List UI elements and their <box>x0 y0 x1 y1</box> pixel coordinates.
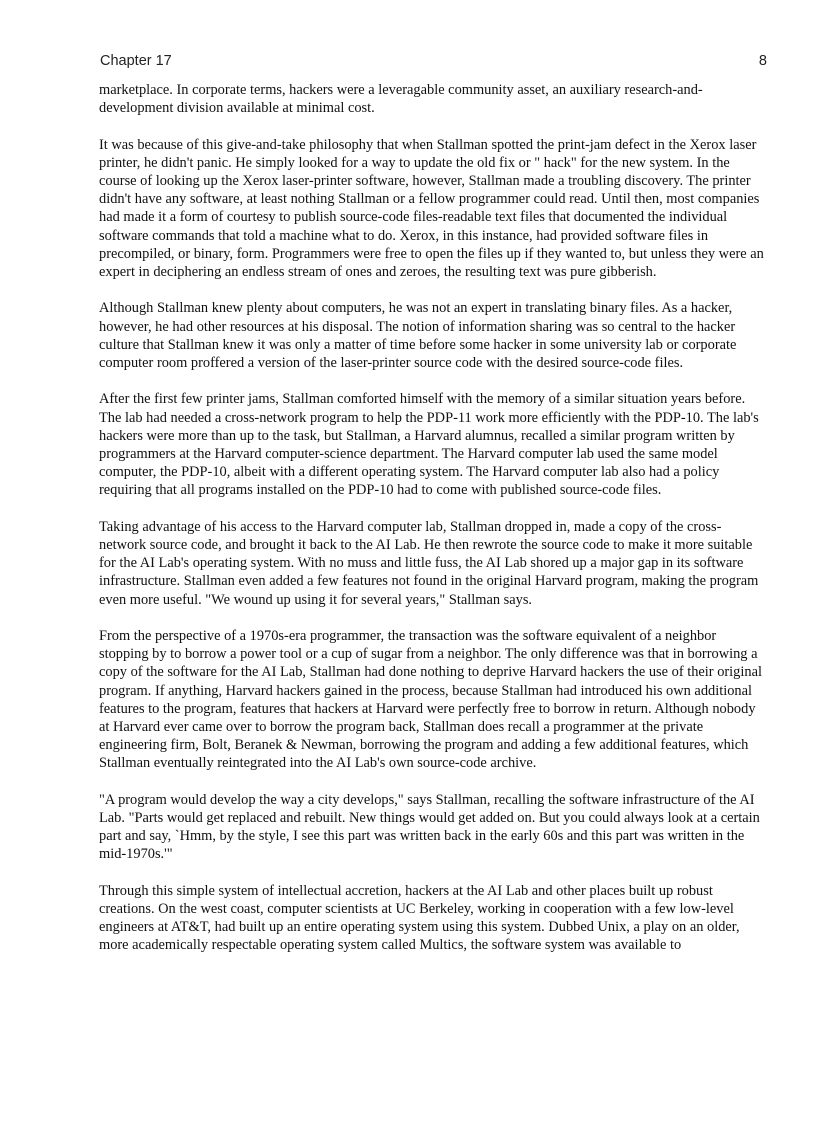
page-number: 8 <box>758 53 767 69</box>
paragraph: After the first few printer jams, Stallman comforted himself with the memory of a similar situation years before. The lab had needed a cross-network program to help the PDP-11 work more efficiently with the PDP-10. The lab's hackers were more than up to the task, but Stallman, a Harvard alumnus, recalled a similar program written by programmers at the Harvard computer-science department. The Harvard computer lab used the same model computer, the PDP-10, albeit with a different operating system. The Harvard computer lab also had a policy requiring that all programs installed on the PDP-10 had to come with published source-code files. <box>99 391 759 499</box>
paragraph: It was because of this give-and-take philosophy that when Stallman spotted the print-jam defect in the Xerox laser printer, he didn't panic. He simply looked for a way to update the old fix or " hack" for the new system. In the course of looking up the Xerox laser-printer software, however, Stallman made a troubling discovery. The printer didn't have any software, at least nothing Stallman or a fellow programmer could read. Until then, most companies had made it a form of courtesy to publish source-code files-readable text files that documented the individual software commands that told a machine what to do. Xerox, in this instance, had provided software files in precompiled, or binary, form. Programmers were free to open the files up if they wanted to, but unless they were an expert in deciphering an endless stream of ones and zeroes, the resulting text was pure gibberish. <box>99 136 764 281</box>
paragraph: Through this simple system of intellectual accretion, hackers at the AI Lab and other places built up robust creations. On the west coast, computer scientists at UC Berkeley, working in cooperation with a few low-level engineers at AT&T, had built up an entire operating system using this system. Dubbed Unix, a play on an older, more academically respectable operating system called Multics, the software system was available to <box>99 882 740 954</box>
document-page <box>99 50 767 973</box>
chapter-title: Chapter 17 <box>100 53 172 69</box>
paragraph: Although Stallman knew plenty about computers, he was not an expert in translating binary files. As a hacker, however, he had other resources at his disposal. The notion of information sharing was so central to the hacker culture that Stallman knew it was only a matter of time before some hacker in some university lab or corporate computer room proffered a version of the laser-printer source code with the desired source-code files. <box>99 300 737 372</box>
page-header <box>99 50 767 72</box>
document-body <box>99 81 767 955</box>
paragraph: marketplace. In corporate terms, hackers were a leveragable community asset, an auxiliary research-and-development division available at minimal cost. <box>99 82 703 117</box>
paragraph: "A program would develop the way a city develops," says Stallman, recalling the software infrastructure of the AI Lab. "Parts would get replaced and rebuilt. New things would get added on. But you could always look at a certain part and say, `Hmm, by the style, I see this part was written back in the early 60s and this part was written in the mid-1970s.'" <box>99 791 760 863</box>
paragraph: From the perspective of a 1970s-era programmer, the transaction was the software equivalent of a neighbor stopping by to borrow a power tool or a cup of sugar from a neighbor. The only difference was that in borrowing a copy of the software for the AI Lab, Stallman had done nothing to deprive Harvard hackers the use of their original program. If anything, Harvard hackers gained in the process, because Stallman had introduced his own additional features to the program, features that hackers at Harvard were perfectly free to borrow in return. Although nobody at Harvard ever came over to borrow the program back, Stallman does recall a programmer at the private engineering firm, Bolt, Beranek & Newman, borrowing the program and adding a few additional features, which Stallman eventually reintegrated into the AI Lab's own source-code archive. <box>99 628 762 772</box>
paragraph: Taking advantage of his access to the Harvard computer lab, Stallman dropped in, made a copy of the cross-network source code, and brought it back to the AI Lab. He then rewrote the source code to make it more suitable for the AI Lab's operating system. With no muss and little fuss, the AI Lab shored up a major gap in its software infrastructure. Stallman even added a few features not found in the original Harvard program, making the program even more useful. "We wound up using it for several years," Stallman says. <box>99 518 759 608</box>
